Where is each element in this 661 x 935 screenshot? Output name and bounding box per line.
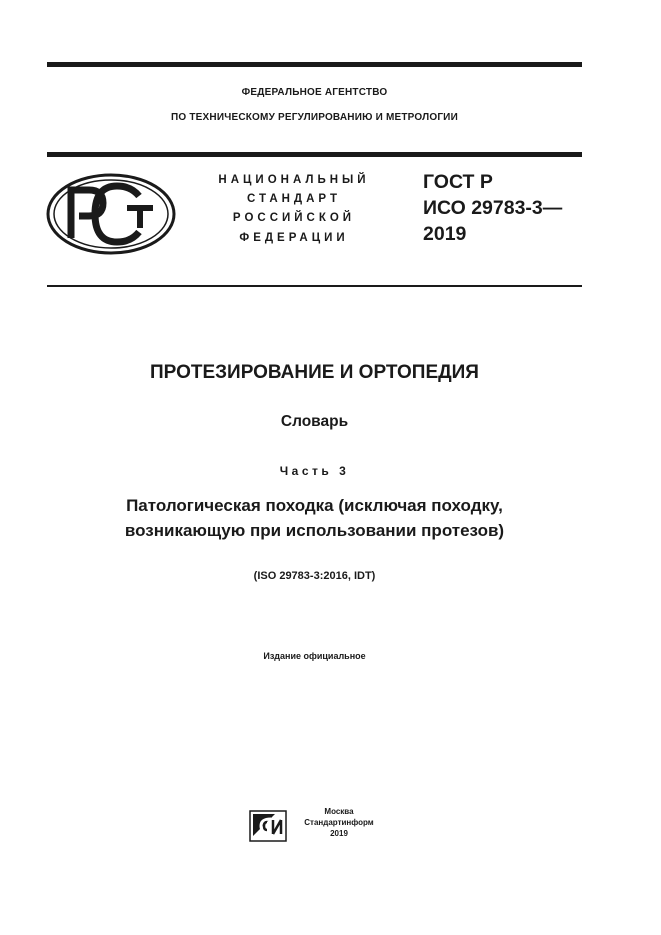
- national-standard-line3: РОССИЙСКОЙ: [232, 212, 356, 224]
- national-standard-line1: НАЦИОНАЛЬНЫЙ: [218, 174, 370, 186]
- national-standard-line2: СТАНДАРТ: [247, 193, 341, 205]
- document-subtitle: Словарь: [280, 413, 349, 430]
- agency-name-line2: ПО ТЕХНИЧЕСКОМУ РЕГУЛИРОВАНИЮ И МЕТРОЛОГИИ: [171, 112, 458, 123]
- document-title: ПРОТЕЗИРОВАНИЕ И ОРТОПЕДИЯ: [150, 362, 479, 383]
- part-title-line2: возникающую при использовании протезов): [124, 521, 505, 540]
- publisher-name: Стандартинформ: [304, 818, 374, 827]
- standartinform-logo-icon: [249, 810, 287, 842]
- publisher-city: Москва: [324, 807, 354, 816]
- national-standard-line4: ФЕДЕРАЦИИ: [239, 232, 349, 244]
- standard-designation-line1: ГОСТ Р: [423, 171, 493, 193]
- standard-designation-line2: ИСО 29783-3—: [423, 197, 563, 219]
- part-number: Часть 3: [279, 464, 350, 478]
- header-thick-rule: [47, 152, 582, 157]
- header-thin-rule: [47, 285, 582, 287]
- iso-reference: (ISO 29783-3:2016, IDT): [253, 570, 376, 582]
- gost-r-rst-logo-icon: [45, 172, 177, 256]
- part-title-line1: Патологическая походка (исключая походку,: [126, 496, 503, 515]
- publisher-year: 2019: [330, 829, 348, 838]
- standard-designation-line3: 2019: [423, 223, 467, 245]
- agency-name-line1: ФЕДЕРАЛЬНОЕ АГЕНТСТВО: [241, 87, 388, 98]
- top-thick-rule: [47, 62, 582, 67]
- edition-note: Издание официальное: [263, 651, 366, 661]
